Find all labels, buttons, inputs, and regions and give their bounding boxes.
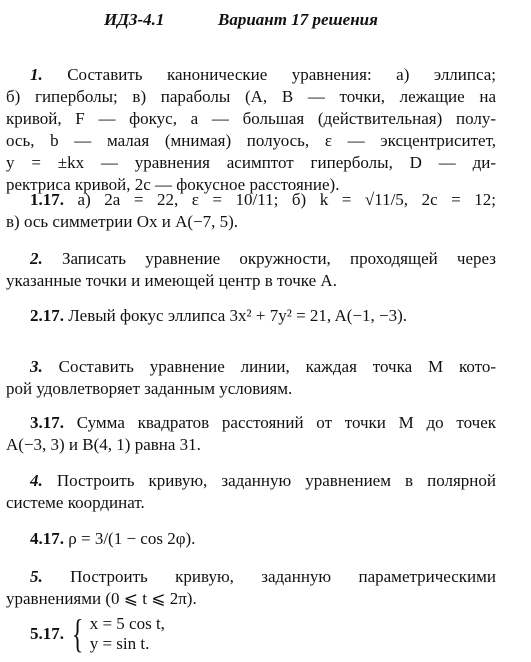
task-1-line-5: y = ±kx — уравнения асимптот гиперболы, D — ди- xyxy=(6,153,496,172)
variant-1-number: 1.17. xyxy=(30,190,64,209)
variant-3-line-1: Сумма квадратов расстояний от точки M до точек xyxy=(76,413,496,432)
task-5-number: 5. xyxy=(30,567,43,586)
assignment-code: ИДЗ-4.1 xyxy=(104,10,165,29)
variant-1-17 xyxy=(6,189,496,233)
variant-5-number: 5.17. xyxy=(30,624,64,643)
variant-1-line-1: а) 2a = 22, ε = 10/11; б) k = √11/5, 2c = 12; xyxy=(77,190,496,209)
variant-2-text: Левый фокус эллипса 3x² + 7y² = 21, A(−1, −3). xyxy=(68,306,407,325)
variant-4-17 xyxy=(30,528,500,550)
variant-2-17 xyxy=(30,305,500,327)
variant-2-number: 2.17. xyxy=(30,306,64,325)
task-4-line-2: системе координат. xyxy=(6,493,145,512)
equation-x: x = 5 cos t, xyxy=(89,614,165,633)
task-2-line-2: указанные точки и имеющей центр в точке A. xyxy=(6,271,337,290)
task-1-line-6: ректриса кривой, 2c — фокусное расстояние). xyxy=(6,175,340,194)
task-3-number: 3. xyxy=(30,357,43,376)
task-3 xyxy=(6,356,496,400)
task-2-line-1: Записать уравнение окружности, проходящей через xyxy=(61,249,496,268)
task-4-line-1: Построить кривую, заданную уравнением в полярной xyxy=(56,471,496,490)
task-2 xyxy=(6,248,496,292)
task-1-line-1: Составить канонические уравнения: а) эллипса; xyxy=(67,65,497,84)
task-5-line-2: уравнениями (0 ⩽ t ⩽ 2π). xyxy=(6,589,197,608)
variant-4-text: ρ = 3/(1 − cos 2φ). xyxy=(68,529,196,548)
task-1-number: 1. xyxy=(30,65,43,84)
task-1-line-2: б) гиперболы; в) параболы (A, B — точки, лежащие на xyxy=(6,87,496,106)
task-3-line-1: Составить уравнение линии, каждая точка M кото- xyxy=(58,357,497,376)
task-2-number: 2. xyxy=(30,249,43,268)
parametric-system xyxy=(90,614,165,654)
variant-title: Вариант 17 решения xyxy=(218,10,378,29)
variant-1-line-2: в) ось симметрии Ox и A(−7, 5). xyxy=(6,212,239,231)
task-1-line-4: ось, b — малая (мнимая) полуось, ε — эксцентриситет, xyxy=(6,131,496,150)
task-1 xyxy=(6,64,496,196)
equation-y: y = sin t. xyxy=(89,634,150,653)
task-3-line-2: рой удовлетворяет заданным условиям. xyxy=(6,379,293,398)
variant-5-17 xyxy=(30,611,500,656)
system-brace: { xyxy=(72,611,84,656)
variant-4-number: 4.17. xyxy=(30,529,64,548)
task-5 xyxy=(6,566,496,610)
task-4 xyxy=(6,470,496,514)
variant-3-line-2: A(−3, 3) и B(4, 1) равна 31. xyxy=(6,435,201,454)
task-1-line-3: кривой, F — фокус, a — большая (действительная) полу- xyxy=(6,109,496,128)
variant-3-17 xyxy=(6,412,496,456)
task-5-line-1: Построить кривую, заданную параметрическими xyxy=(70,567,496,586)
task-4-number: 4. xyxy=(30,471,43,490)
variant-3-number: 3.17. xyxy=(30,413,64,432)
